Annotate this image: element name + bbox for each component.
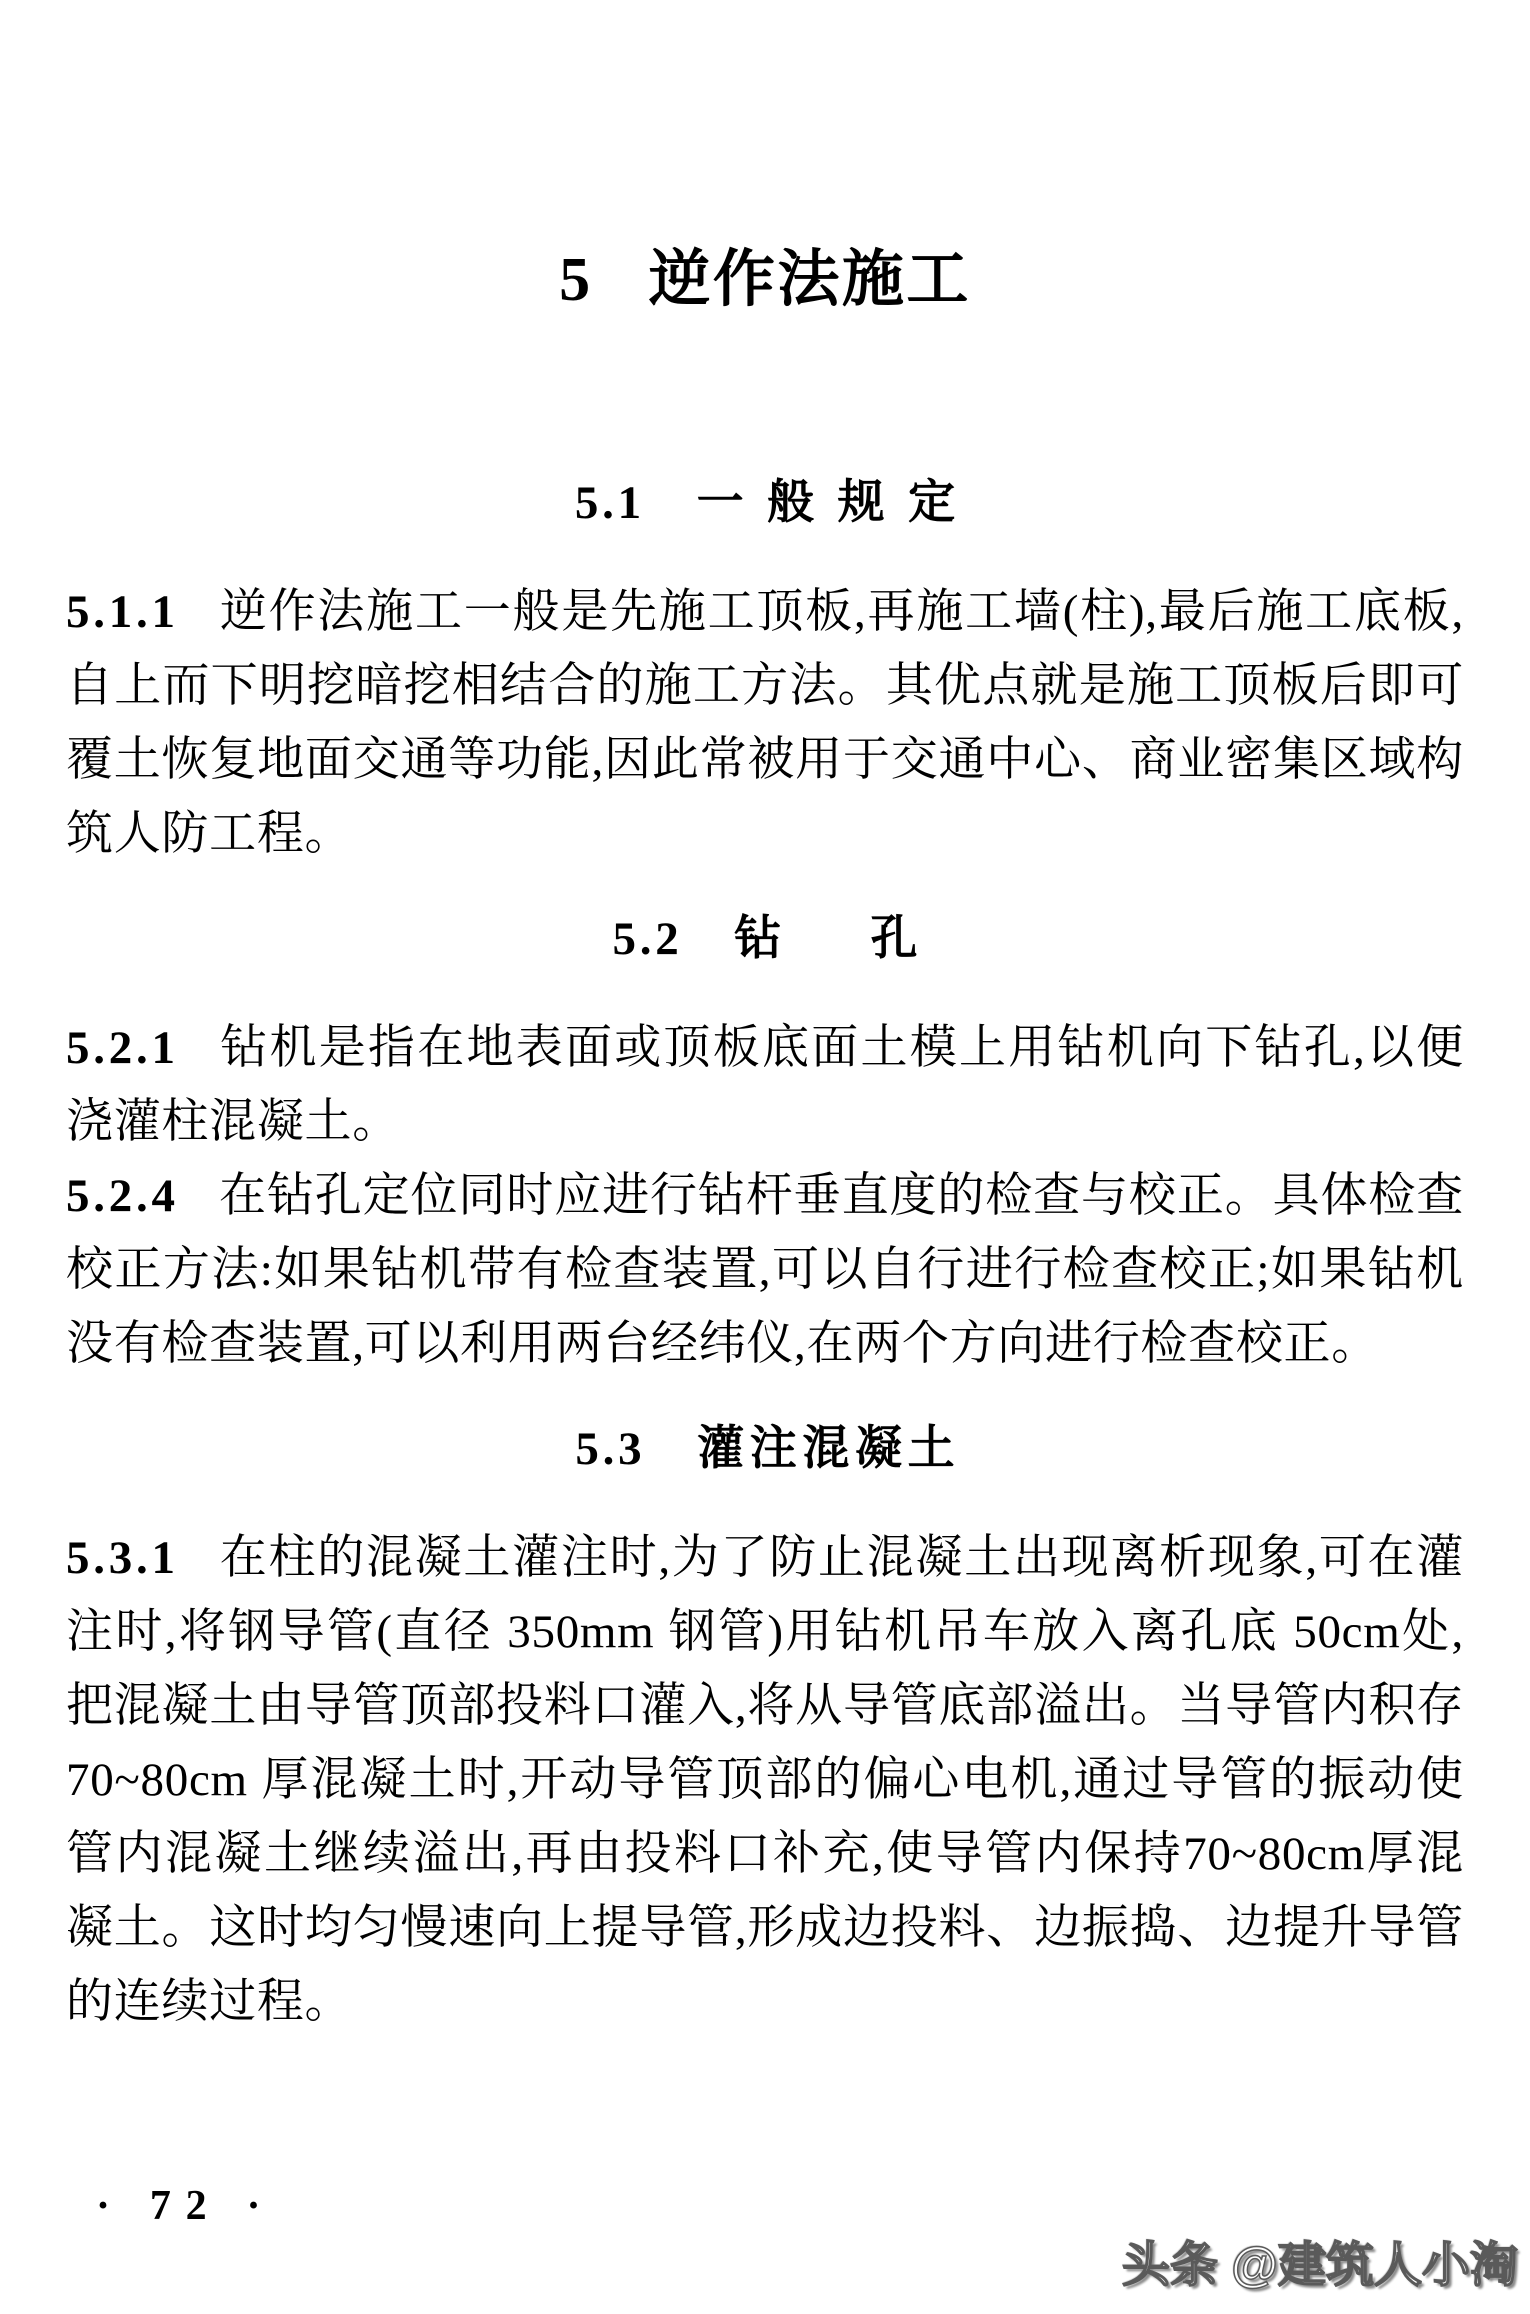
paragraph-5-3-1: [66, 1521, 1464, 2039]
paragraph-text: 逆作法施工一般是先施工顶板,再施工墙(柱),最后施工底板,自上而下明挖暗挖相结合的施工方法。其优点就是施工顶板后即可覆土恢复地面交通等功能,因此常被用于交通中心、商业密集区域构筑人防工程。: [66, 586, 1464, 860]
toutiao-watermark: 头条 @建筑人小淘: [1121, 2239, 1518, 2292]
section-heading-5-1: [66, 475, 1464, 531]
section-number: 5.3: [575, 1423, 646, 1475]
paragraph-number: 5.2.1: [66, 1022, 179, 1074]
page-number: · 72 ·: [96, 2183, 276, 2229]
paragraph-text: 在柱的混凝土灌注时,为了防止混凝土出现离析现象,可在灌注时,将钢导管(直径 350mm 钢管)用钻机吊车放入离孔底 50cm处,把混凝土由导管顶部投料口灌入,将从导管底部溢出。当导管内积存 70~80cm 厚混凝土时,开动导管顶部的偏心电机,通过导管的振动使管内混凝土继续溢出,再由投料口补充,使导管内保持70~80cm厚混凝土。这时均匀慢速向上提导管,形成边投料、边振捣、边提升导管的连续过程。: [66, 1532, 1464, 2028]
paragraph-5-2-4: [66, 1159, 1464, 1381]
paragraph-number: 5.1.1: [66, 586, 179, 638]
section-heading-5-2: [66, 911, 1464, 967]
paragraph-text: 在钻孔定位同时应进行钻杆垂直度的检查与校正。具体检查校正方法:如果钻机带有检查装置,可以自行进行检查校正;如果钻机没有检查装置,可以利用两台经纬仪,在两个方向进行检查校正。: [66, 1170, 1464, 1370]
paragraph-5-2-1: [66, 1011, 1464, 1159]
paragraph-number: 5.2.4: [66, 1170, 179, 1222]
chapter-title-text: 逆作法施工: [648, 246, 971, 314]
paragraph-5-1-1: [66, 575, 1464, 871]
paragraph-text: 钻机是指在地表面或顶板底面土模上用钻机向下钻孔,以便浇灌柱混凝土。: [66, 1022, 1464, 1148]
section-title-text: 一般规定: [696, 477, 979, 529]
section-title-text: 钻孔: [734, 913, 1007, 965]
chapter-title: [66, 245, 1464, 315]
section-number: 5.1: [574, 477, 645, 529]
section-number: 5.2: [612, 913, 683, 965]
chapter-number: 5: [559, 246, 593, 314]
section-heading-5-3: [66, 1421, 1464, 1477]
paragraph-number: 5.3.1: [66, 1532, 179, 1584]
section-title-text: 灌注混凝土: [697, 1423, 961, 1475]
